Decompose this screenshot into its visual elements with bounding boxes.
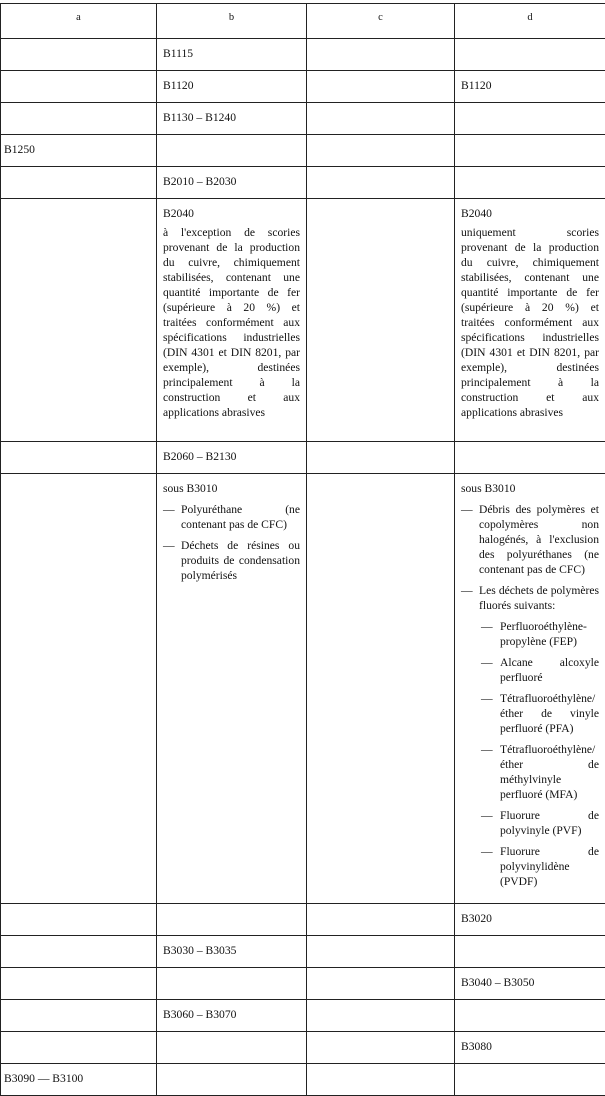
cell-c — [307, 71, 455, 103]
cell-c — [307, 1064, 455, 1096]
cell-d — [455, 103, 605, 135]
entry-description: uniquement scories provenant de la production du cuivre, chimiquement stabilisées, contenant une quantité importante de fer (supérieure à 20 %) et traitées conformément aux spécifications industrielles (DIN 4301 et DIN 8201, par exemple), destinées principalement à la construction et aux applications abrasives — [461, 225, 599, 420]
cell-b — [157, 474, 307, 904]
cell-a — [1, 936, 157, 968]
column-header-c: c — [307, 4, 455, 39]
dash-marker: — — [481, 742, 500, 802]
cell-a: B1250 — [1, 135, 157, 167]
cell-d: B3040 – B3050 — [455, 968, 605, 1000]
cell-b — [157, 1032, 307, 1064]
sub-list-item — [481, 691, 599, 736]
cell-b: B1120 — [157, 71, 307, 103]
cell-a — [1, 1000, 157, 1032]
cell-d — [455, 1064, 605, 1096]
sub-list-item — [481, 808, 599, 838]
cell-d — [455, 199, 605, 442]
cell-c — [307, 135, 455, 167]
cell-d — [455, 936, 605, 968]
cell-d: B3080 — [455, 1032, 605, 1064]
cell-a — [1, 199, 157, 442]
entry-description: à l'exception de scories provenant de la production du cuivre, chimiquement stabilisées, contenant une quantité importante de fer (supérieure à 20 %) et traitées conformément aux spécifications industrielles (DIN 4301 et DIN 8201, par exemple), destinées principalement à la construction et aux applications abrasives — [163, 225, 300, 420]
entry-code: sous B3010 — [163, 481, 300, 496]
dash-marker: — — [163, 538, 181, 583]
cell-b: B1115 — [157, 39, 307, 71]
entry-code: B2040 — [163, 206, 300, 221]
table-row — [1, 442, 605, 474]
cell-c — [307, 199, 455, 442]
table-row — [1, 1032, 605, 1064]
sub-list-item-text: Fluorure de polyvinyle (PVF) — [500, 808, 599, 838]
cell-a — [1, 904, 157, 936]
cell-c — [307, 39, 455, 71]
cell-d — [455, 1000, 605, 1032]
table-row — [1, 103, 605, 135]
cell-a — [1, 71, 157, 103]
cell-b: B2060 – B2130 — [157, 442, 307, 474]
cell-c — [307, 1032, 455, 1064]
cell-b — [157, 904, 307, 936]
sub-list-item-text: Tétrafluoroéthylène/éther de vinyle perfluoré (PFA) — [500, 691, 599, 736]
dash-marker: — — [481, 691, 500, 736]
list-item-text: Polyuréthane (ne contenant pas de CFC) — [181, 502, 300, 532]
table-row — [1, 71, 605, 103]
table-row — [1, 1000, 605, 1032]
list-item-text: Les déchets de polymères fluorés suivants: — [479, 583, 599, 613]
dash-marker: — — [481, 619, 500, 649]
dash-marker: — — [481, 808, 500, 838]
cell-d — [455, 135, 605, 167]
list-item — [163, 538, 300, 583]
table-row — [1, 135, 605, 167]
sub-list-item-text: Tétrafluoroéthylène/éther de méthylvinyle perfluoré (MFA) — [500, 742, 599, 802]
cell-a — [1, 1032, 157, 1064]
cell-a — [1, 968, 157, 1000]
cell-b: B3060 – B3070 — [157, 1000, 307, 1032]
dash-marker: — — [163, 502, 181, 532]
cell-c — [307, 968, 455, 1000]
cell-d — [455, 442, 605, 474]
sub-list-item — [481, 655, 599, 685]
cell-b — [157, 135, 307, 167]
dash-marker: — — [461, 583, 479, 613]
cell-d: B3020 — [455, 904, 605, 936]
table-row — [1, 199, 605, 442]
table-row — [1, 936, 605, 968]
cell-a — [1, 167, 157, 199]
cell-d — [455, 167, 605, 199]
cell-b — [157, 1064, 307, 1096]
cell-a: B3090 — B3100 — [1, 1064, 157, 1096]
column-header-a: a — [1, 4, 157, 39]
list-item-text: Débris des polymères et copolymères non halogénés, à l'exclusion des polyuréthanes (ne contenant pas de CFC) — [479, 502, 599, 577]
cell-c — [307, 103, 455, 135]
cell-b: B2010 – B2030 — [157, 167, 307, 199]
cell-a — [1, 474, 157, 904]
cell-b — [157, 968, 307, 1000]
sub-list-item-text: Perfluoroéthylène-propylène (FEP) — [500, 619, 599, 649]
cell-c — [307, 904, 455, 936]
table-row — [1, 167, 605, 199]
cell-c — [307, 167, 455, 199]
entry-code: B2040 — [461, 206, 599, 221]
entry-code: sous B3010 — [461, 481, 599, 496]
cell-a — [1, 442, 157, 474]
cell-d — [455, 474, 605, 904]
cell-d: B1120 — [455, 71, 605, 103]
column-header-b: b — [157, 4, 307, 39]
cell-c — [307, 936, 455, 968]
column-header-d: d — [455, 4, 605, 39]
cell-a — [1, 39, 157, 71]
list-item-text: Déchets de résines ou produits de condensation polymérisés — [181, 538, 300, 583]
table-row — [1, 1064, 605, 1096]
dash-marker: — — [481, 844, 500, 889]
cell-c — [307, 442, 455, 474]
sub-list-item — [481, 742, 599, 802]
cell-b — [157, 199, 307, 442]
header-row — [1, 4, 605, 39]
cell-b: B3030 – B3035 — [157, 936, 307, 968]
cell-c — [307, 1000, 455, 1032]
list-item — [163, 502, 300, 532]
table-row — [1, 904, 605, 936]
cell-c — [307, 474, 455, 904]
dash-marker: — — [461, 502, 479, 577]
sub-list-item-text: Alcane alcoxyle perfluoré — [500, 655, 599, 685]
dash-marker: — — [481, 655, 500, 685]
sub-list-item — [481, 844, 599, 889]
table-row — [1, 474, 605, 904]
sub-list-item — [481, 619, 599, 649]
table-row — [1, 968, 605, 1000]
cell-d — [455, 39, 605, 71]
table-row — [1, 39, 605, 71]
waste-classification-table — [0, 3, 605, 1096]
cell-b: B1130 – B1240 — [157, 103, 307, 135]
cell-a — [1, 103, 157, 135]
list-item — [461, 502, 599, 577]
sub-list-item-text: Fluorure de polyvinylidène (PVDF) — [500, 844, 599, 889]
list-item — [461, 583, 599, 613]
